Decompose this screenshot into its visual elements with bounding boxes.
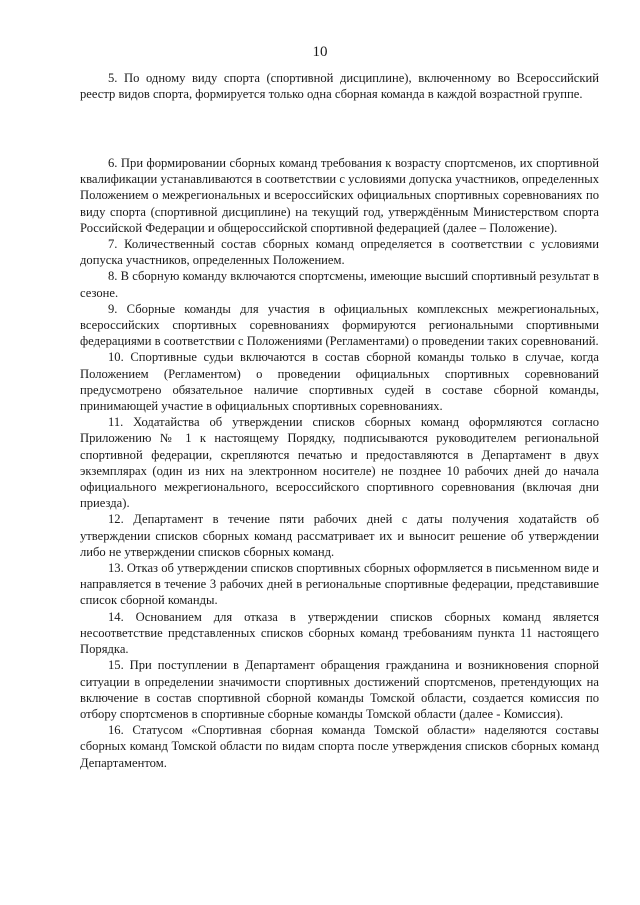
paragraph-5: 5. По одному виду спорта (спортивной дисциплине), включенному во Всероссийский реестр видов спорта, формируется только одна сборная команда в каждой возрастной группе. (80, 71, 599, 102)
paragraph-8: 8. В сборную команду включаются спортсмены, имеющие высший спортивный результат в сезоне. (80, 269, 599, 300)
paragraph-6: 6. При формировании сборных команд требования к возрасту спортсменов, их спортивной квалификации устанавливаются в соответствии с условиями допуска участников, определенных Положением о межрегиональных и всероссийских официальных спортивных соревнованиях по виду спорта (спортивной дисциплине) на текущий год, утверждённым Министерством спорта Российской Федерации и общероссийской спортивной федерацией (далее – Положение). (80, 156, 599, 235)
paragraph-13: 13. Отказ об утверждении списков спортивных сборных оформляется в письменном виде и направляется в течение 3 рабочих дней в региональные спортивные федерации, представившие список сборной команды. (80, 561, 599, 608)
text-block-main (80, 155, 599, 771)
paragraph-14: 14. Основанием для отказа в утверждении списков сборных команд является несоответствие представленных списков сборных команд требованиям пункта 11 настоящего Порядка. (80, 609, 599, 657)
paragraph-10: 10. Спортивные судьи включаются в состав сборной команды только в случае, когда Положением (Регламентом) о проведении официальных спортивных соревнований предусмотрено обязательное наличие спортивных судей в составе сборной команды, принимающей участие в официальных спортивных соревнованиях. (80, 350, 599, 414)
paragraph-15: 15. При поступлении в Департамент обращения гражданина и возникновения спорной ситуации в определении значимости спортивных достижений спортсменов, претендующих на включение в состав спортивной сборной команды Томской области, создается комиссия по отбору спортсменов в спортивные сборные команды Томской области (далее - Комиссия). (80, 658, 599, 721)
paragraph-7: 7. Количественный состав сборных команд определяется в соответствии с условиями допуска участников, определенных Положением. (80, 237, 599, 268)
paragraph-12: 12. Департамент в течение пяти рабочих дней с даты получения ходатайств об утверждении списков сборных команд рассматривает их и выносит решение об утверждении либо не утверждении списков сборных команд. (80, 512, 599, 559)
paragraph-16: 16. Статусом «Спортивная сборная команда Томской области» наделяются составы сборных команд Томской области по видам спорта после утверждения списков сборных команд Департаментом. (80, 723, 599, 770)
paragraph-9: 9. Сборные команды для участия в официальных комплексных межрегиональных, всероссийских спортивных соревнованиях формируются региональными спортивными федерациями в соответствии с Положениями (Регламентами) о проведении таких соревнований. (80, 301, 599, 349)
text-block-top (80, 70, 599, 102)
page-number: 10 (312, 44, 328, 60)
paragraph-11: 11. Ходатайства об утверждении списков сборных команд оформляются согласно Приложению № 1 к настоящему Порядку, подписываются руководителем региональной спортивной федерации, скрепляются печатью и предоставляются в Департамент в двух экземплярах (один из них на электронном носителе) не позднее 10 рабочих дней до начала официального межрегионального, всероссийского спортивного соревнования (включая дни приезда). (80, 415, 599, 511)
